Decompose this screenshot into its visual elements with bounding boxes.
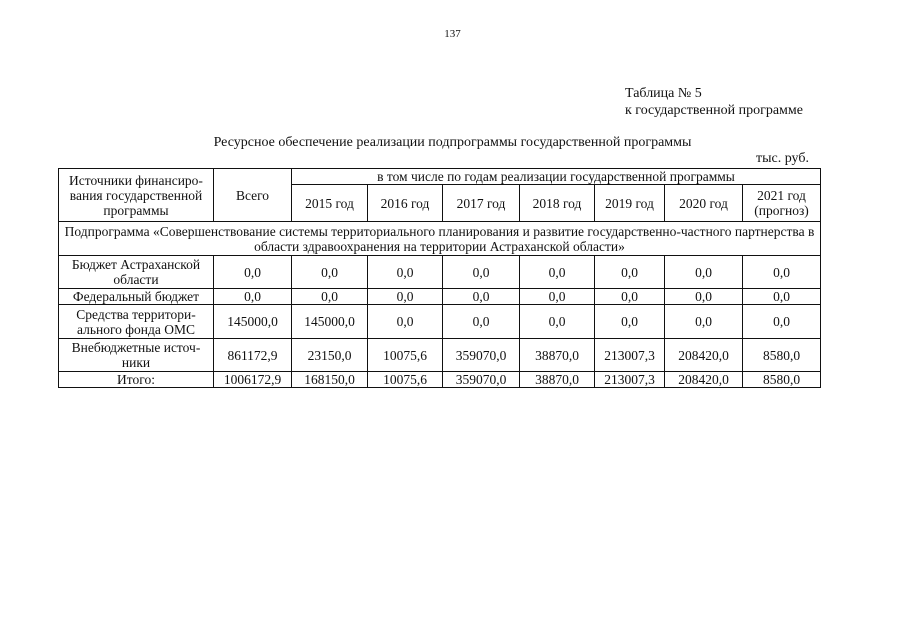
table-cell: 145000,0 <box>292 305 368 339</box>
table-cell: 10075,6 <box>368 372 443 388</box>
table-cell: 168150,0 <box>292 372 368 388</box>
header-year: 2021 год (прогноз) <box>743 185 821 222</box>
row-total: 0,0 <box>214 256 292 289</box>
table-cell: 23150,0 <box>292 339 368 372</box>
row-total: 145000,0 <box>214 305 292 339</box>
table-cell: 0,0 <box>443 289 520 305</box>
page-number: 137 <box>444 28 461 40</box>
row-total: 1006172,9 <box>214 372 292 388</box>
annex-caption <box>625 85 803 119</box>
table-row <box>59 305 821 339</box>
table-cell: 0,0 <box>595 305 665 339</box>
table-cell: 0,0 <box>665 256 743 289</box>
table-cell: 213007,3 <box>595 339 665 372</box>
table-row-total <box>59 372 821 388</box>
table-cell: 0,0 <box>595 289 665 305</box>
table-cell: 0,0 <box>665 289 743 305</box>
table-cell: 0,0 <box>665 305 743 339</box>
header-year: 2015 год <box>292 185 368 222</box>
table-cell: 38870,0 <box>520 339 595 372</box>
row-label: Средства территори-ального фонда ОМС <box>59 305 214 339</box>
header-year: 2020 год <box>665 185 743 222</box>
row-total: 0,0 <box>214 289 292 305</box>
table-cell: 0,0 <box>443 256 520 289</box>
funding-table <box>58 168 821 388</box>
table-row <box>59 289 821 305</box>
table-header-row <box>59 169 821 185</box>
table-cell: 8580,0 <box>743 339 821 372</box>
table-cell: 0,0 <box>520 289 595 305</box>
table-cell: 0,0 <box>743 256 821 289</box>
table-cell: 0,0 <box>368 289 443 305</box>
header-year: 2017 год <box>443 185 520 222</box>
subprogram-title: Подпрограмма «Совершенствование системы территориального планирования и развитие государственно-частного партнерства в области здравоохранения на территории Астраханской области» <box>59 222 821 256</box>
row-label: Итого: <box>59 372 214 388</box>
document-title: Ресурсное обеспечение реализации подпрограммы государственной программы <box>213 135 692 150</box>
table-cell: 0,0 <box>595 256 665 289</box>
table-cell: 0,0 <box>292 289 368 305</box>
table-cell: 10075,6 <box>368 339 443 372</box>
table-cell: 0,0 <box>443 305 520 339</box>
table-cell: 208420,0 <box>665 339 743 372</box>
header-year: 2018 год <box>520 185 595 222</box>
units-label: тыс. руб. <box>756 151 809 166</box>
table-cell: 0,0 <box>368 305 443 339</box>
table-cell: 0,0 <box>520 305 595 339</box>
table-row <box>59 256 821 289</box>
subprogram-row <box>59 222 821 256</box>
table-cell: 208420,0 <box>665 372 743 388</box>
annex-program-reference: к государственной программе <box>625 103 803 118</box>
header-total-column: Всего <box>214 169 292 222</box>
header-years-group: в том числе по годам реализации государственной программы <box>292 169 821 185</box>
table-cell: 213007,3 <box>595 372 665 388</box>
row-label: Внебюджетные источ-ники <box>59 339 214 372</box>
row-total: 861172,9 <box>214 339 292 372</box>
table-cell: 0,0 <box>743 305 821 339</box>
table-cell: 0,0 <box>743 289 821 305</box>
table-cell: 0,0 <box>520 256 595 289</box>
table-cell: 359070,0 <box>443 372 520 388</box>
row-label: Федеральный бюджет <box>59 289 214 305</box>
table-cell: 359070,0 <box>443 339 520 372</box>
table-row <box>59 339 821 372</box>
header-year: 2019 год <box>595 185 665 222</box>
header-source-column: Источники финансиро-вания государственной программы <box>59 169 214 222</box>
row-label: Бюджет Астраханской области <box>59 256 214 289</box>
table-cell: 0,0 <box>368 256 443 289</box>
annex-table-number: Таблица № 5 <box>625 86 702 101</box>
table-cell: 8580,0 <box>743 372 821 388</box>
header-year: 2016 год <box>368 185 443 222</box>
table-cell: 0,0 <box>292 256 368 289</box>
table-cell: 38870,0 <box>520 372 595 388</box>
